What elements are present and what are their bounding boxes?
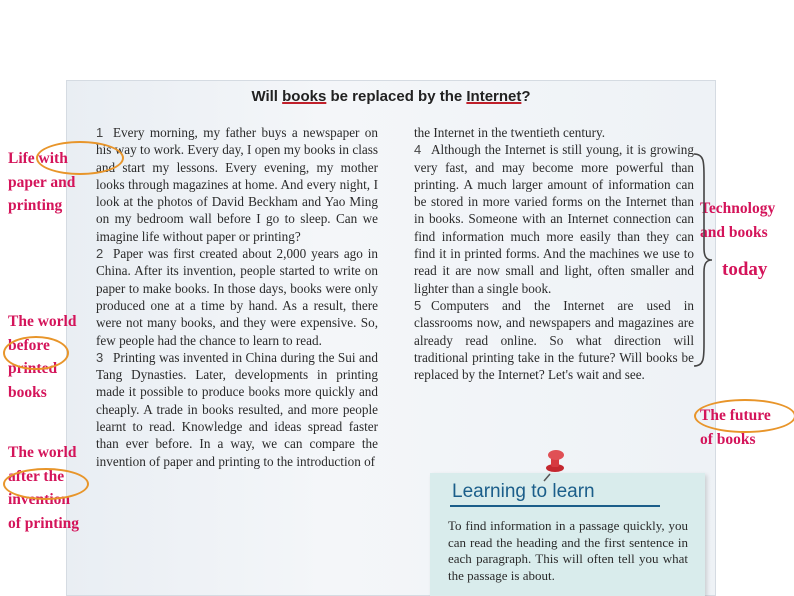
paragraph-number: 2 (96, 246, 104, 262)
left-column (96, 124, 378, 470)
note-today: today (722, 259, 768, 280)
learning-to-learn-box (430, 473, 705, 596)
curly-brace-icon (690, 152, 714, 368)
oval-the-future (694, 399, 794, 433)
paragraph-4: 4 Although the Internet is still young, it is growing very fast, and may become more powerful than printing. A much larger amount of information can be stored in more varied forms on the Internet than in books. Someone with an Internet connection can find information much more easily than they can find it in printed forms. And the machines we use to read it are now small and light, often smaller and lighter than a single book. (414, 141, 694, 297)
learning-box-heading: Learning to learn (452, 481, 595, 502)
paragraph-number: 4 (414, 142, 422, 158)
paragraph-number: 3 (96, 349, 104, 365)
oval-life-with (36, 141, 124, 175)
right-column (414, 124, 694, 383)
paragraph-3-continued: the Internet in the twentieth century. (414, 125, 606, 140)
note-future-of-books: The future of books (700, 407, 771, 448)
heading-rule (450, 505, 660, 507)
learning-box-text: To find information in a passage quickly, you can read the heading and the first sentence in each paragraph. This will often tell you what the passage is about. (448, 518, 688, 583)
paragraph-2: 2 Paper was first created about 2,000 years ago in China. After its invention, people started to write on paper to make books. In those days, books were only produced one at a time by hand. As a result, there were not many books, and they were expensive. So, few people had the chance to learn to read. (96, 245, 378, 349)
note-life-with-paper: Life with paper and printing (8, 150, 76, 214)
note-world-before-printed: The world before printed books (8, 313, 77, 401)
note-technology-and-books: Technology and books (700, 200, 776, 241)
title-books-word: books (282, 88, 327, 105)
textbook-page (66, 80, 716, 596)
paragraph-number: 1 (96, 125, 104, 140)
paragraph-number: 5 (414, 297, 422, 313)
note-world-after-printing: The world after the invention of printing (8, 444, 80, 532)
title-internet-word: Internet (466, 88, 522, 105)
paragraph-1: 1 Every morning, my father buys a newspaper on his way to work. Every day, I open my books in class and start my lessons. Every evening, my mother looks through magazines at home. And every night, I look at the photos of David Beckham and Yao Ming on my bedroom wall before I go to sleep. Can we imagine life without paper or printing? (96, 124, 378, 245)
article-title: Will books be replaced by the Internet? (251, 88, 531, 105)
paragraph-3: 3 Printing was invented in China during the Sui and Tang Dynasties. Later, developments in printing made it possible to produce books more quickly and cheaply. A trade in books resulted, and more people learnt to read. Knowledge and ideas spread faster than ever before. In a way, we can compare the invention of paper and printing to the introduction of (96, 349, 378, 470)
paragraph-5: 5 Computers and the Internet are used in classrooms now, and newspapers and magazines are already read online. So what direction will traditional printing take in the future? Will books be replaced by the Internet? Let's wait and see. (414, 297, 694, 383)
oval-after-the (3, 468, 89, 500)
push-pin-icon (540, 448, 576, 482)
oval-before (3, 336, 69, 370)
